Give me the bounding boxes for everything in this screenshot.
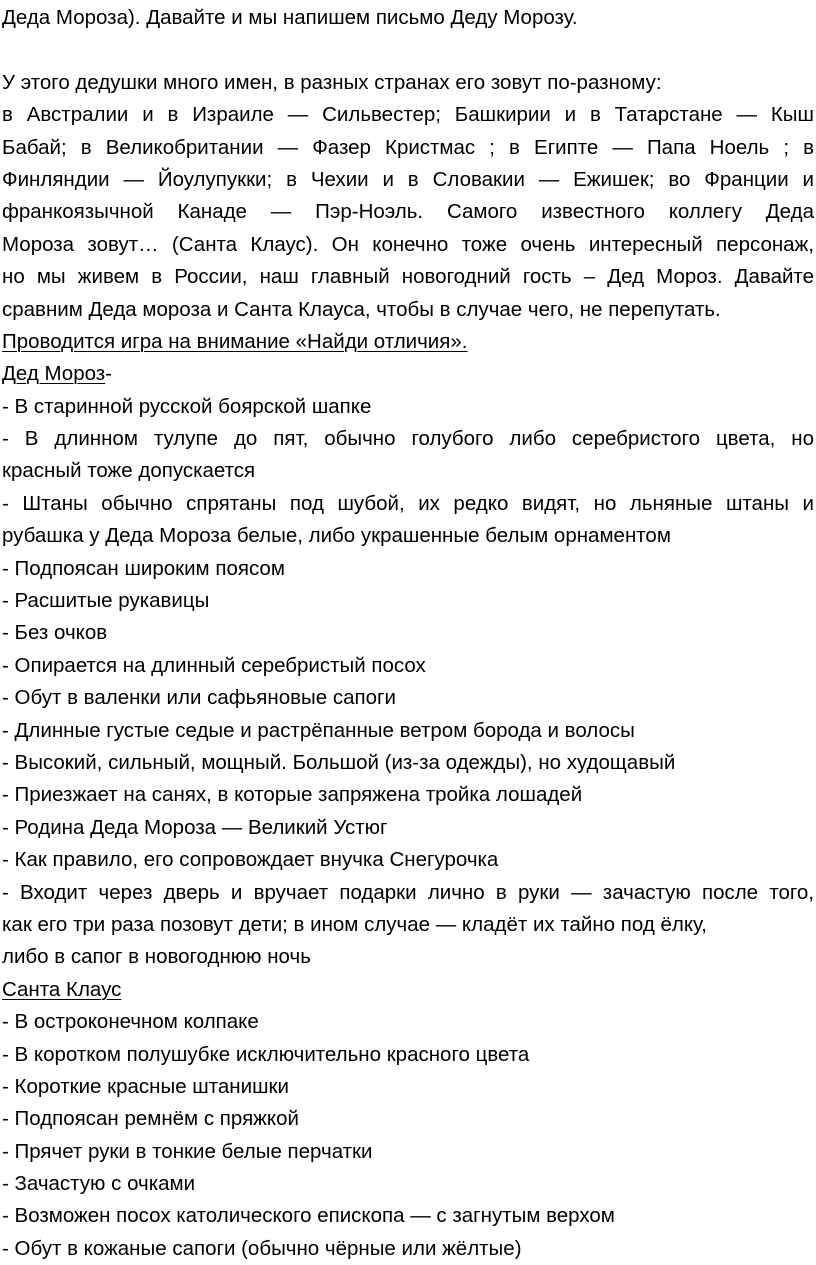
list-item: - Приезжает на санях, в которые запряжена тройка лошадей bbox=[2, 783, 583, 807]
list-item: - В коротком полушубке исключительно красного цвета bbox=[2, 1042, 530, 1066]
paragraph-line: но мы живем в России, наш главный новогодний гость – Дед Мороз. Давайте bbox=[2, 265, 814, 289]
list-item: - Штаны обычно спрятаны под шубой, их редко видят, но льняные штаны и bbox=[2, 491, 814, 515]
list-item: - Подпоясан широким поясом bbox=[2, 556, 285, 580]
list-item: красный тоже допускается bbox=[2, 459, 256, 483]
santa-claus-list bbox=[2, 1006, 814, 1265]
paragraph-line: Бабай; в Великобритании — Фазер Кристмас ; в Египте — Папа Ноель ; в bbox=[2, 135, 814, 159]
ded-moroz-heading-suffix: - bbox=[105, 362, 112, 386]
game-heading: Проводится игра на внимание «Найди отличия». bbox=[2, 329, 468, 353]
ded-moroz-list bbox=[2, 391, 814, 974]
paragraph-line: франкоязычной Канаде — Пэр-Ноэль. Самого известного коллегу Деда bbox=[2, 200, 814, 224]
names-paragraph bbox=[2, 67, 814, 326]
list-item: - Короткие красные штанишки bbox=[2, 1074, 289, 1098]
santa-claus-heading: Санта Клаус bbox=[2, 977, 122, 1001]
paragraph-line: Финляндии — Йоулупукки; в Чехии и в Словакии — Ежишек; во Франции и bbox=[2, 167, 814, 191]
list-item: - Расшитые рукавицы bbox=[2, 589, 210, 613]
list-item: - Длинные густые седые и растрёпанные ветром борода и волосы bbox=[2, 718, 635, 742]
list-item: - Входит через дверь и вручает подарки лично в руки — зачастую после того, bbox=[2, 880, 814, 904]
list-item: как его три раза позовут дети; в ином случае — кладёт их тайно под ёлку, bbox=[2, 912, 707, 936]
ded-moroz-heading-line bbox=[2, 358, 814, 390]
list-item: - Обут в кожаные сапоги (обычно чёрные или жёлтые) bbox=[2, 1236, 522, 1260]
document-page bbox=[2, 0, 814, 1265]
paragraph-line: Мороза зовут… (Санта Клаус). Он конечно тоже очень интересный персонаж, bbox=[2, 232, 814, 256]
list-item: - Как правило, его сопровождает внучка Снегурочка bbox=[2, 848, 499, 872]
list-item: либо в сапог в новогоднюю ночь bbox=[2, 945, 311, 969]
list-item: - Родина Деда Мороза — Великий Устюг bbox=[2, 815, 388, 839]
paragraph-gap bbox=[2, 34, 814, 66]
list-item: - Прячет руки в тонкие белые перчатки bbox=[2, 1139, 373, 1163]
list-item: рубашка у Деда Мороза белые, либо украшенные белым орнаментом bbox=[2, 524, 671, 548]
list-item: - Обут в валенки или сафьяновые сапоги bbox=[2, 686, 396, 710]
list-item: - Опирается на длинный серебристый посох bbox=[2, 653, 426, 677]
list-item: - Зачастую с очками bbox=[2, 1172, 196, 1196]
paragraph-line: У этого дедушки много имен, в разных странах его зовут по-разному: bbox=[2, 70, 662, 94]
paragraph-line: сравним Деда мороза и Санта Клауса, чтобы в случае чего, не перепутать. bbox=[2, 297, 721, 321]
intro-line: Деда Мороза). Давайте и мы напишем письмо Деду Морозу. bbox=[2, 6, 578, 29]
game-heading-line bbox=[2, 326, 814, 358]
list-item: - Возможен посох католического епископа — с загнутым верхом bbox=[2, 1204, 615, 1228]
list-item: - В остроконечном колпаке bbox=[2, 1010, 259, 1034]
santa-claus-heading-line bbox=[2, 974, 814, 1006]
list-item: - В старинной русской боярской шапке bbox=[2, 394, 372, 418]
paragraph-line: в Австралии и в Израиле — Сильвестер; Башкирии и в Татарстане — Кыш bbox=[2, 103, 814, 127]
list-item: - Без очков bbox=[2, 621, 108, 645]
list-item: - Подпоясан ремнём с пряжкой bbox=[2, 1107, 299, 1131]
list-item: - Высокий, сильный, мощный. Большой (из-за одежды), но худощавый bbox=[2, 750, 676, 774]
ded-moroz-heading: Дед Мороз bbox=[2, 362, 106, 386]
list-item: - В длинном тулупе до пят, обычно голубого либо серебристого цвета, но bbox=[2, 427, 814, 451]
